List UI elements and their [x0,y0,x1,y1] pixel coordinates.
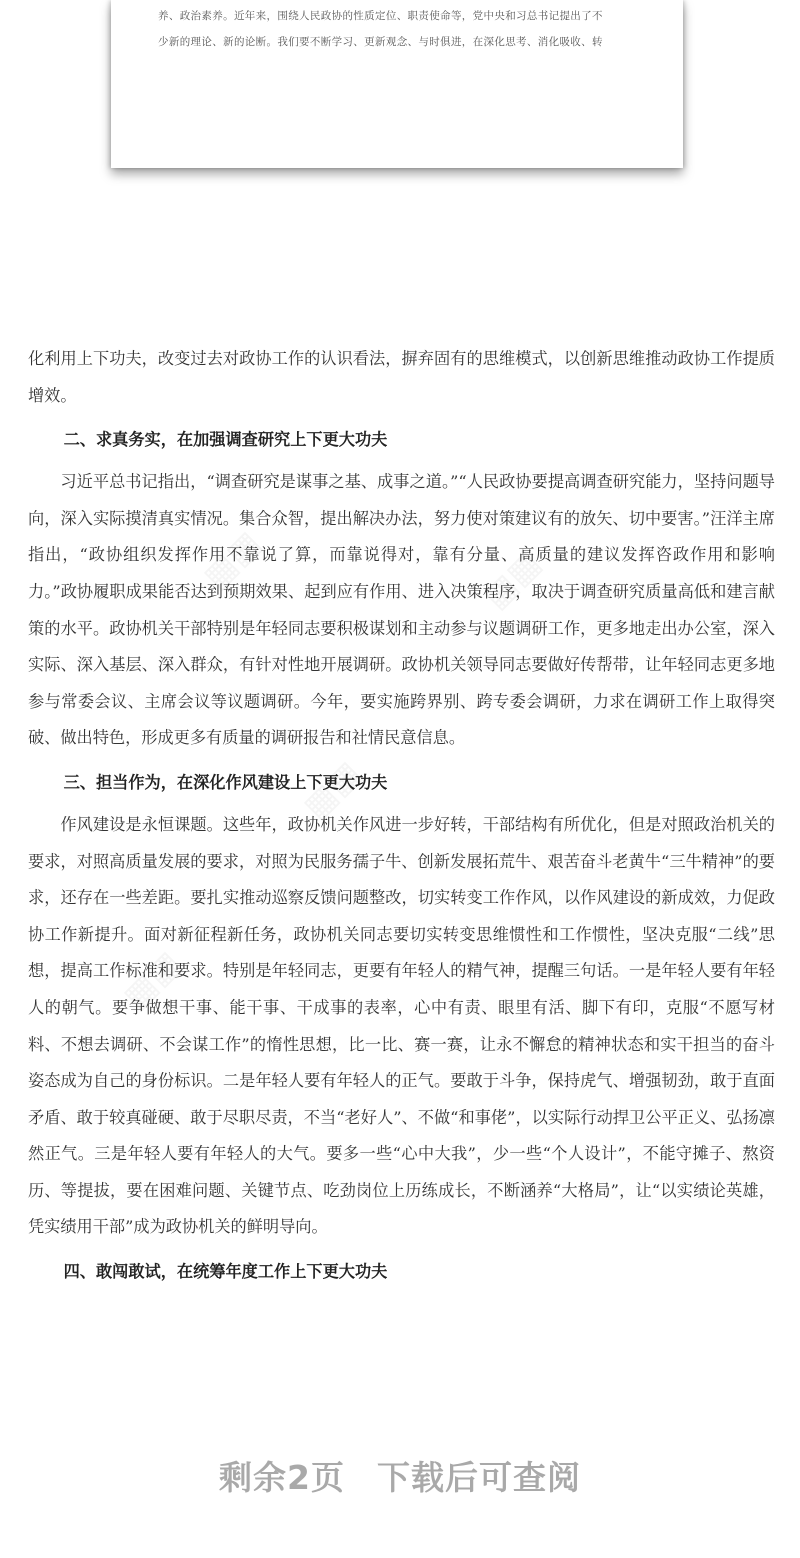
watermark: ▦▦ [115,943,189,1017]
watermark: ▦▦ [475,543,549,617]
remaining-pages-count[interactable]: 剩余2页 [219,1458,345,1497]
preview-text-line: 少新的理论、新的论断。我们要不断学习、更新观念、与时俱进，在深化思考、消化吸收、转 [158,36,603,48]
remaining-pages-banner[interactable] [0,1452,800,1499]
watermark: ▦▦ [295,753,369,827]
watermark: ▦▦ [195,523,269,597]
preview-text-line: 养、政治素养。近年来，围绕人民政协的性质定位、职责使命等，党中央和习总书记提出了不 [158,10,603,22]
paragraph-section-2: 习近平总书记指出，“调查研究是谋事之基、成事之道。”“人民政协要提高调查研究能力，坚持问题导向，深入实际摸清真实情况。集合众智，提出解决办法，努力使对策建议有的放矢、切中要害。”汪洋主席指出，“政协组织发挥作用不靠说了算，而靠说得对，靠有分量、高质量的建议发挥咨政作用和影响力。”政协履职成果能否达到预期效果、起到应有作用、进入决策程序，取决于调查研究质量高低和建言献策的水平。政协机关干部特别是年轻同志要积极谋划和主动参与议题调研工作，更多地走出办公室，深入实际、深入基层、深入群众，有针对性地开展调研。政协机关领导同志要做好传帮带，让年轻同志更多地参与常委会议、主席会议等议题调研。今年，要实施跨界别、跨专委会调研，力求在调研工作上取得突破、做出特色，形成更多有质量的调研报告和社情民意信息。 [28,472,775,748]
section-heading-4: 四、敢闯敢试，在统筹年度工作上下更大功夫 [63,1261,388,1281]
paragraph-continuation: 化利用上下功夫，改变过去对政协工作的认识看法，摒弃固有的思维模式，以创新思维推动政协工作提质增效。 [28,349,775,405]
download-to-view-link[interactable]: 下载后可查阅 [376,1458,581,1497]
section-heading-2: 二、求真务实，在加强调查研究上下更大功夫 [63,429,388,449]
document-body [28,341,775,1296]
document-preview-page [111,0,683,168]
section-heading-3: 三、担当作为，在深化作风建设上下更大功夫 [63,772,388,792]
paragraph-section-3: 作风建设是永恒课题。这些年，政协机关作风进一步好转，干部结构有所优化，但是对照政治机关的要求，对照高质量发展的要求，对照为民服务孺子牛、创新发展拓荒牛、艰苦奋斗老黄牛“三牛精神”的要求，还存在一些差距。要扎实推动巡察反馈问题整改，切实转变工作作风，以作风建设的新成效，力促政协工作新提升。面对新征程新任务，政协机关同志要切实转变思维惯性和工作惯性，坚决克服“二线”思想，提高工作标准和要求。特别是年轻同志，更要有年轻人的精气神，提醒三句话。一是年轻人要有年轻人的朝气。要争做想干事、能干事、干成事的表率，心中有责、眼里有活、脚下有印，克服“不愿写材料、不想去调研、不会谋工作”的惰性思想，比一比、赛一赛，让永不懈怠的精神状态和实干担当的奋斗姿态成为自己的身份标识。二是年轻人要有年轻人的正气。要敢于斗争，保持虎气、增强韧劲，敢于直面矛盾、敢于较真碰硬、敢于尽职尽责，不当“老好人”、不做“和事佬”，以实际行动捍卫公平正义、弘扬凛然正气。三是年轻人要有年轻人的大气。要多一些“心中大我”，少一些“个人设计”，不能守摊子、熬资历、等提拔，要在困难问题、关键节点、吃劲岗位上历练成长，不断涵养“大格局”，让“以实绩论英雄，凭实绩用干部”成为政协机关的鲜明导向。 [28,814,775,1237]
